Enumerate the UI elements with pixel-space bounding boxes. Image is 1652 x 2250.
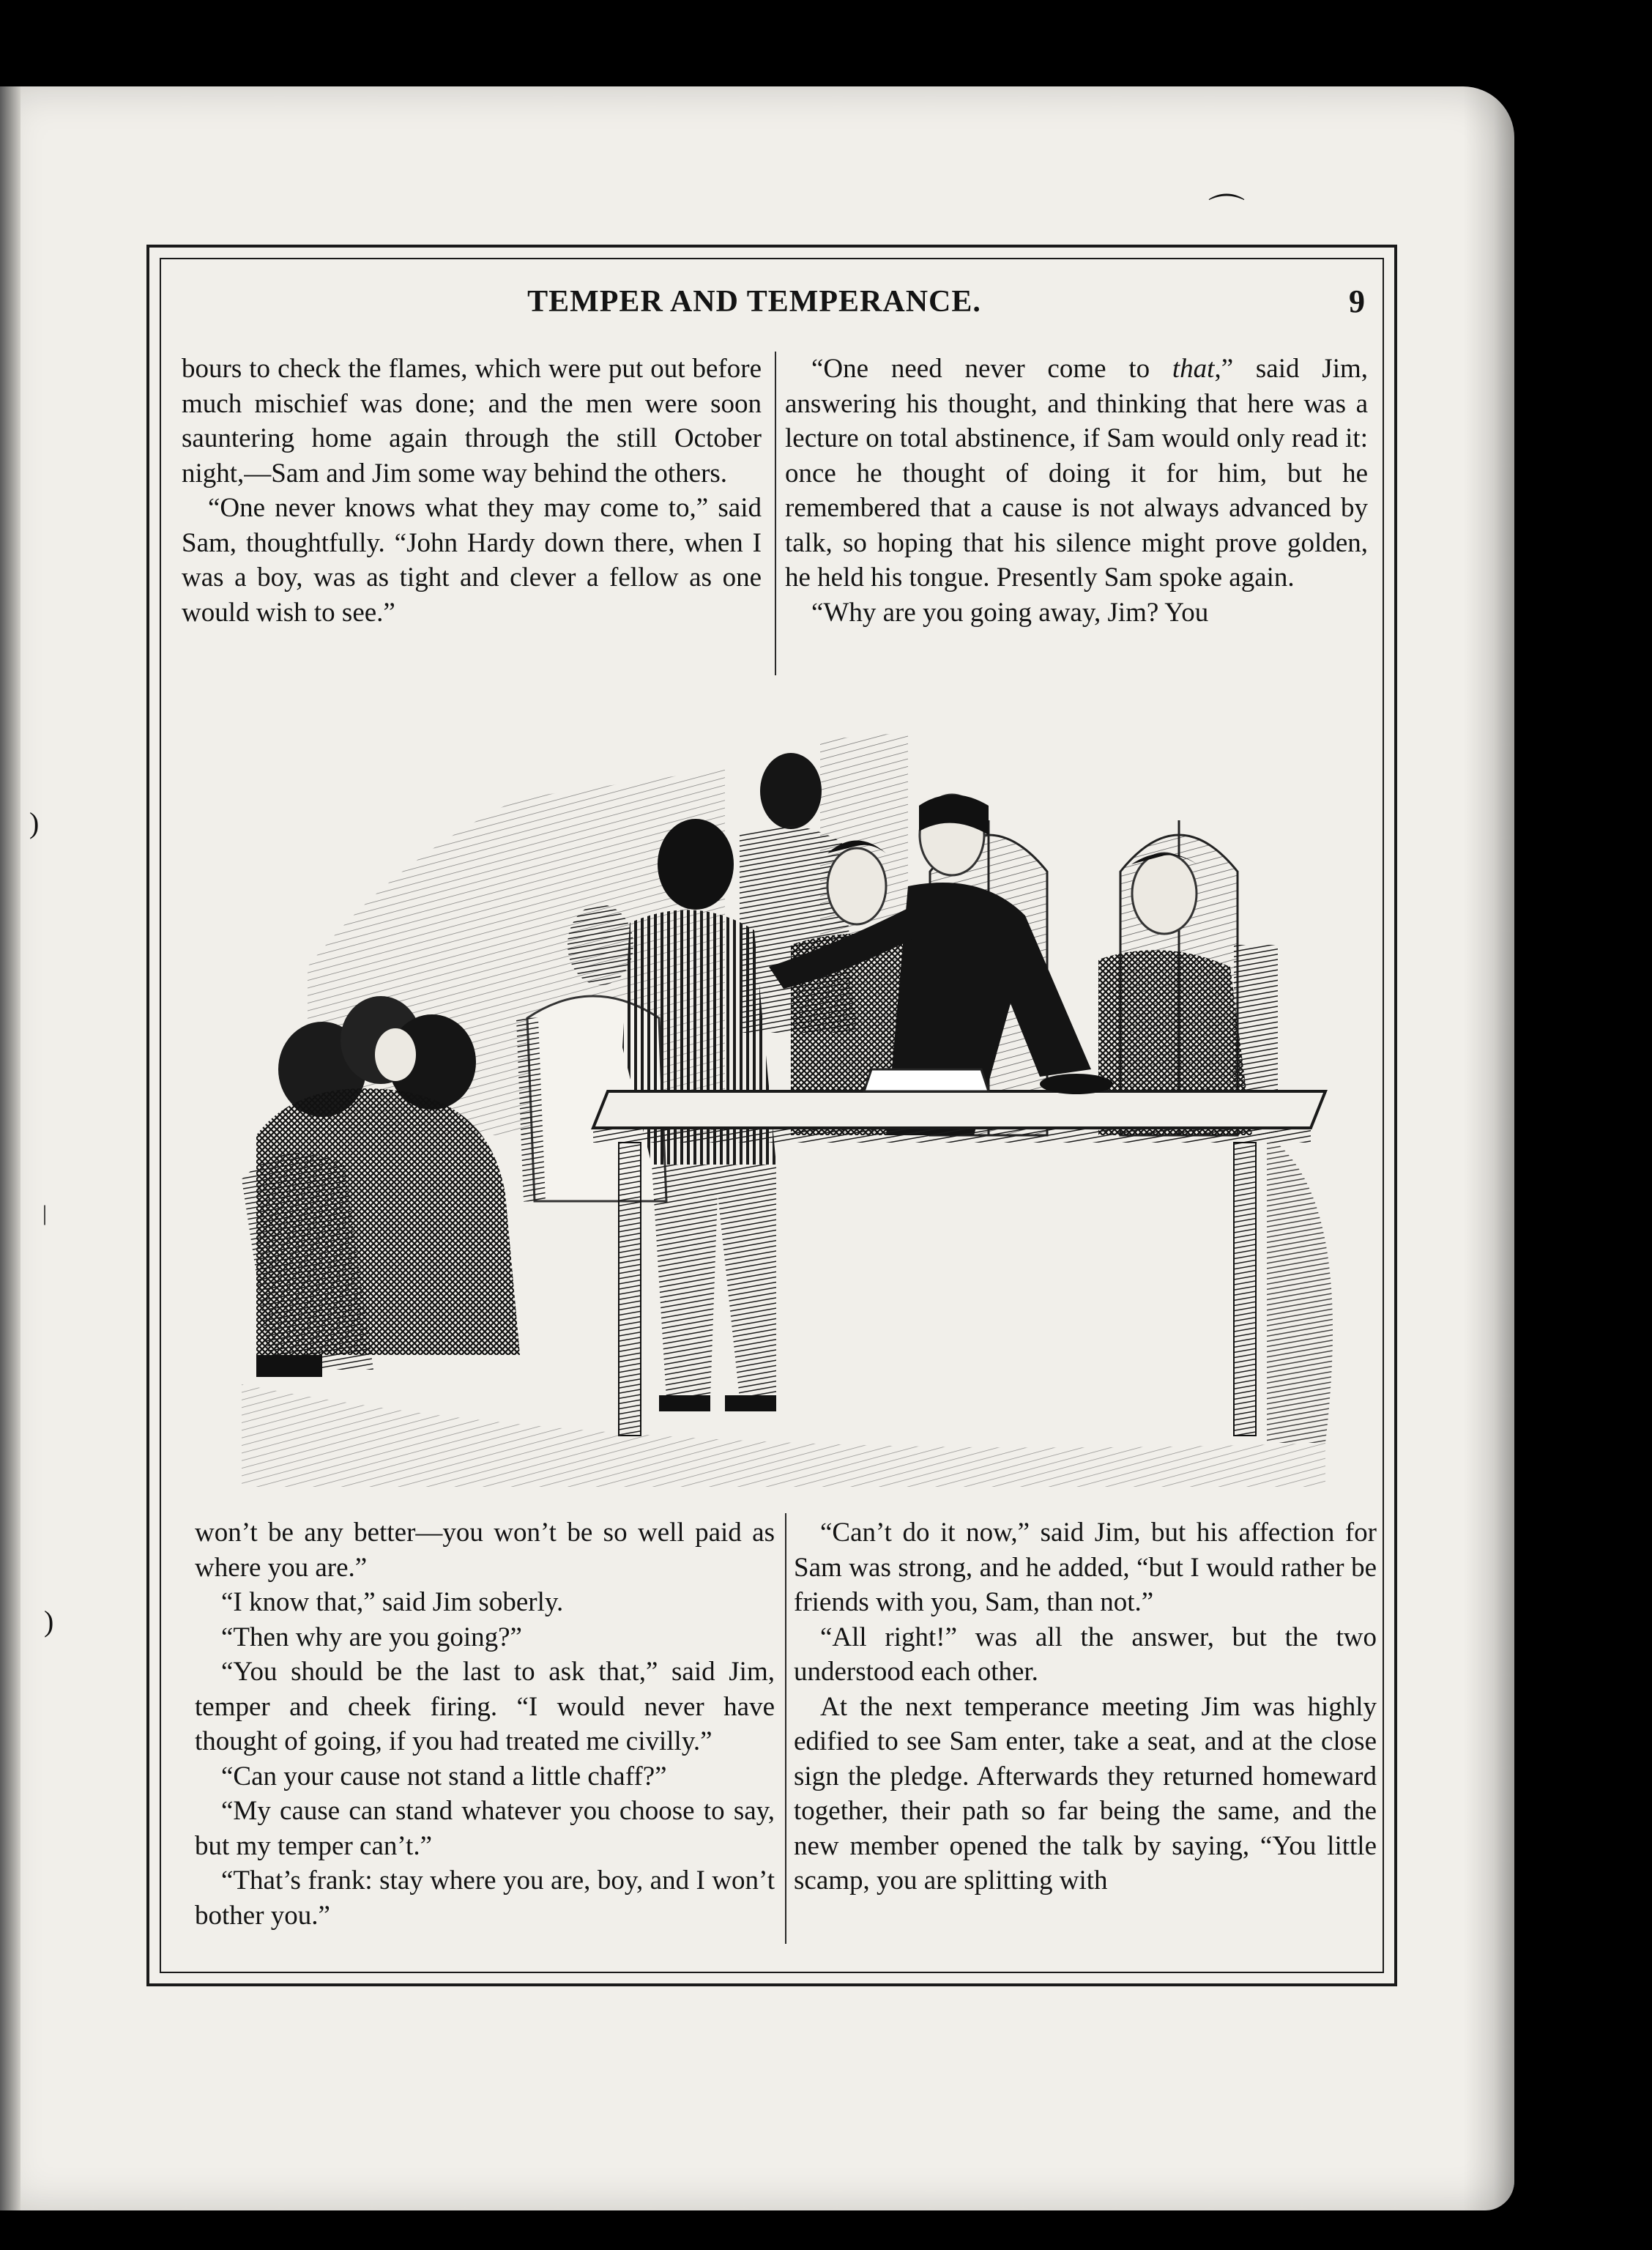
paragraph: At the next temperance meeting Jim was highly edified to see Sam enter, take a seat, and at the close sign the pledge. Afterwards they returned homeward together, their path so far being the same, and the new member opened the talk by saying, “You little scamp, you are splitting with <box>794 1691 1377 1896</box>
paragraph: “Can your cause not stand a little chaff?” <box>221 1761 667 1792</box>
column-divider-bottom <box>785 1513 786 1944</box>
paragraph <box>785 352 1368 595</box>
paragraph: “All right!” was all the answer, but the two understood each other. <box>794 1622 1377 1687</box>
page-edge-curl <box>1463 86 1514 2210</box>
running-head-title: TEMPER AND TEMPERANCE. <box>527 285 981 319</box>
paragraph: “You should be the last to ask that,” said Jim, temper and cheek firing. “I would never have thought of going, if you had treated me civilly.” <box>195 1657 775 1756</box>
page-number: 9 <box>1349 283 1365 319</box>
column-top-right <box>785 352 1368 630</box>
floor-shading <box>242 1384 1325 1487</box>
paragraph: bours to check the flames, which were put out before much mischief was done; and the men were soon sauntering home again through the still October night,—Sam and Jim some way behind the others. <box>182 354 762 489</box>
text-run: “One need never come to <box>811 354 1172 384</box>
paragraph: “Why are you going away, Jim? You <box>811 597 1209 628</box>
paragraph: “Can’t do it now,” said Jim, but his affection for Sam was strong, and he added, “but I would rather be friends with you, Sam, than not.” <box>794 1518 1377 1617</box>
scan-mark: | <box>42 1201 48 1225</box>
paragraph: “One never knows what they may come to,” said Sam, thoughtfully. “John Hardy down there, when I was a boy, was as tight and clever a fellow as one would wish to see.” <box>182 493 762 628</box>
column-bottom-left <box>195 1515 775 1933</box>
paragraph: won’t be any better—you won’t be so well paid as where you are.” <box>195 1518 775 1583</box>
scan-mark: ) <box>29 806 40 839</box>
text-run: ,” said Jim, answering his thought, and thinking that here was a lecture on total abstinence, if Sam would only read it: once he thought of doing it for him, but he remembered that a cause is not always advanced by talk, so hoping that his silence might prove golden, he held his tongue. Presently Sam spoke again. <box>785 354 1368 593</box>
paragraph: “That’s frank: stay where you are, boy, and I won’t bother you.” <box>195 1865 775 1931</box>
paragraph: “My cause can stand whatever you choose to say, but my temper can’t.” <box>195 1796 775 1861</box>
column-bottom-right <box>794 1515 1377 1898</box>
italic-word: that <box>1172 354 1215 384</box>
column-divider-top <box>775 352 776 675</box>
scan-mark: ) <box>44 1605 54 1638</box>
paragraph: “Then why are you going?” <box>221 1622 522 1652</box>
scan-mark: ⌒ <box>1208 192 1245 233</box>
page-spine-shadow <box>0 86 21 2210</box>
column-top-left <box>182 352 762 630</box>
engraving-illustration <box>212 725 1384 1494</box>
paragraph: “I know that,” said Jim soberly. <box>221 1587 564 1617</box>
